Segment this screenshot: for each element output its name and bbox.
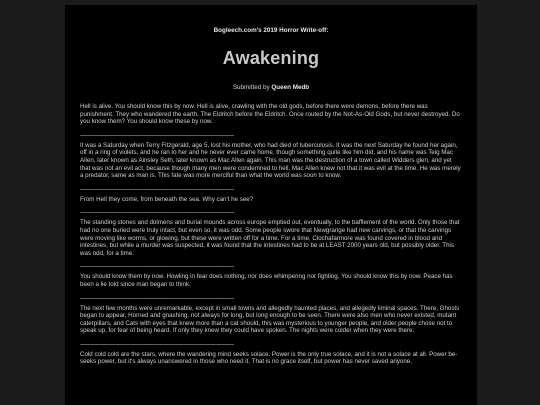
page-background bbox=[65, 5, 477, 405]
byline-prefix: Submitted by bbox=[232, 84, 270, 91]
divider: -------------------------------------------------------------------------------------------------------------- bbox=[80, 210, 234, 217]
paragraph: Hell is alive. You should know this by now. Hell is alive, crawling with the old gods, before there were demons, before there was punishment. They who wandered the earth. The Eldritch before the Eldritch. Once routed by the Not-As-Old Gods, but never destroyed. Do you know them? You should know these by now. bbox=[80, 103, 460, 126]
site-header: Bogleech.com's 2019 Horror Write-off: bbox=[213, 27, 329, 34]
divider: -------------------------------------------------------------------------------------------------------------- bbox=[80, 186, 234, 193]
story-title: Awakening bbox=[222, 48, 320, 68]
divider: -------------------------------------------------------------------------------------------------------------- bbox=[80, 132, 234, 139]
paragraph: You should know them by now. Howling in fear does nothing, nor does whimpering nor fighting. You should know this by now. Peace has been a lie told since man began to think. bbox=[80, 273, 453, 288]
paragraph: The next few months were unremarkable, except in small towns and allegedly haunted places, and allegedly liminal spaces. There, Ghosts began to appear, Horned and gnashing, not always for long, but long enough to be seen. There were also men who never existed, mutant caterpillars, and Cats with eyes that knew more than a cat should, this was mysterious to younger people, and older people chose not to speak up, for fear of being heard. If only they knew they could have spoken. The nights were colder when they were there. bbox=[80, 304, 460, 335]
paragraph: It was a Saturday when Terry Fitzgerald, age 5, lost his mother, who had died of tuberculosis. It was the next Saturday he found her again, off in a ring of violets, and he ran to her and he never ever came home, though something quite like him did, and his name was Teig Mac Allen, later known as Ainsley Seth, later known as Mac Allen again. This man was the destruction of a town called Widders glen, and yet that was not an evil act, because though many men were condemned to hell, Mac Allen knew not that it was evil at the time. He was merely a predator, same as man is. This fate was more merciful than what the world was soon to know. bbox=[80, 141, 461, 180]
article bbox=[80, 5, 462, 373]
divider: -------------------------------------------------------------------------------------------------------------- bbox=[80, 341, 234, 348]
paragraph: The standing stones and dolmens and burial mounds across europe emptied out, eventually, to the bafflement of the world. Only those that had no one buried were truly intact, but even so, it was odd. Some people swore that Newgrange had new carvings, or that the carvings were moving like worms, or glowing, but these were written off for a time. For a time, Clochafarmore was found covered in blood and intestines, but while a murder was suspected, it was found that the intestines had to be at LEAST 2000 years old, but possibly older. This was odd, for a time. bbox=[80, 219, 460, 257]
paragraph: Cold cold cold are the stars, where the wandering mind seeks solace. Power is the only true solace, and it is not a solace at all. Power be-seeks power, but it's always unanswered in those who need it. That is no grace itself, but power has never saved anyone. bbox=[80, 350, 458, 366]
story-body bbox=[80, 103, 462, 366]
author-name: Queen Medb bbox=[271, 84, 310, 91]
paragraph: From Hell they come, from beneath the sea. Why can't he see? bbox=[80, 195, 254, 203]
divider: -------------------------------------------------------------------------------------------------------------- bbox=[80, 264, 234, 271]
byline bbox=[80, 84, 462, 91]
divider: -------------------------------------------------------------------------------------------------------------- bbox=[80, 295, 234, 302]
